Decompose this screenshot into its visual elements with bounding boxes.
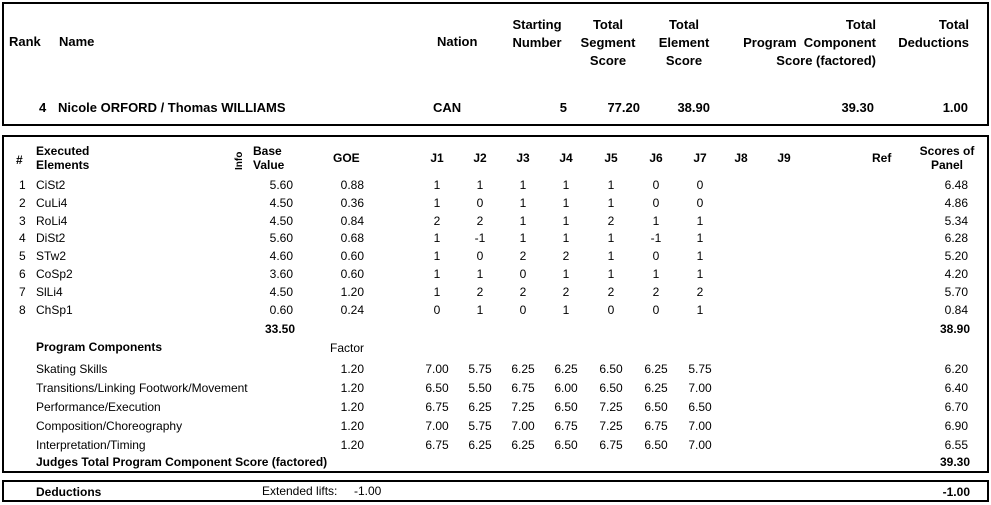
element-number: 7: [19, 284, 26, 299]
component-factor: 1.20: [340, 381, 364, 395]
component-panel-score: 6.90: [944, 419, 968, 433]
element-judge-score: 1: [519, 195, 527, 210]
component-judge-score: 5.50: [468, 381, 492, 395]
element-judge-score: 1: [607, 249, 615, 264]
component-judge-score: 6.75: [511, 381, 535, 395]
element-judge-score: 0: [607, 302, 615, 317]
elements-panel-total: 38.90: [939, 322, 970, 336]
pcs-total-value: 39.30: [939, 455, 970, 469]
element-judge-score: 1: [519, 231, 527, 246]
element-code: CoSp2: [36, 267, 73, 281]
deductions-header-line1: Total: [938, 17, 969, 32]
element-judge-score: 1: [696, 231, 704, 246]
element-panel-score: 5.34: [944, 213, 968, 228]
element-judge-score: 0: [652, 302, 660, 317]
element-judge-score: 1: [696, 249, 704, 264]
component-judge-score: 6.25: [468, 400, 492, 414]
executed-header-line2: Elements: [36, 158, 90, 172]
pcs-header-line1: Total: [845, 17, 876, 32]
element-judge-score: 1: [519, 178, 527, 192]
component-factor: 1.20: [340, 419, 364, 433]
element-judge-score: 2: [519, 284, 527, 299]
component-name: Performance/Execution: [36, 400, 161, 414]
component-judge-score: 6.50: [425, 381, 449, 395]
skater-element-score: 38.90: [677, 100, 710, 115]
component-judge-score: 6.00: [554, 381, 578, 395]
element-base-value: 4.50: [269, 284, 293, 299]
panel-header-line2: Panel: [930, 158, 963, 172]
element-judge-score: 1: [562, 195, 570, 210]
skater-rank: 4: [39, 100, 47, 115]
segment-score-header-line2: Segment: [580, 35, 636, 50]
component-judge-score: 5.75: [468, 419, 492, 433]
nation-header: Nation: [437, 34, 478, 49]
component-judge-score: 7.25: [599, 400, 623, 414]
element-code: CiSt2: [36, 178, 66, 192]
element-judge-score: 1: [607, 231, 615, 246]
component-judge-score: 6.75: [644, 419, 668, 433]
judge-header-9: J9: [777, 151, 791, 165]
elements-base-total: 33.50: [264, 322, 295, 336]
component-panel-score: 6.40: [944, 381, 968, 395]
element-panel-score: 5.70: [944, 284, 968, 299]
element-goe: 0.60: [340, 267, 364, 281]
component-judge-score: 7.00: [688, 438, 712, 452]
executed-elements-header: [36, 144, 89, 172]
deductions-panel: [2, 480, 989, 502]
element-panel-score: 6.48: [944, 178, 968, 192]
element-judge-score: 2: [562, 284, 570, 299]
element-base-value: 3.60: [269, 267, 293, 281]
component-panel-score: 6.70: [944, 400, 968, 414]
element-panel-score: 0.84: [944, 302, 968, 317]
judge-header-8: J8: [734, 151, 748, 165]
segment-score-header-line3: Score: [589, 53, 627, 68]
component-name: Composition/Choreography: [36, 419, 183, 433]
element-number: 5: [19, 249, 26, 264]
panel-header-line1: Scores of: [919, 144, 975, 158]
element-goe: 0.24: [340, 302, 364, 317]
element-judge-score: 1: [607, 195, 615, 210]
pcs-total-label: Judges Total Program Component Score (factored): [36, 455, 328, 469]
element-number: 2: [19, 195, 26, 210]
element-judge-score: 1: [562, 213, 570, 228]
component-judge-score: 6.25: [511, 362, 535, 376]
element-judge-score: 1: [476, 178, 484, 192]
element-panel-score: 6.28: [944, 231, 968, 246]
element-base-value: 4.50: [269, 195, 293, 210]
element-judge-score: 1: [433, 249, 441, 264]
starting-number-header: [505, 16, 569, 52]
rank-header: Rank: [9, 34, 41, 49]
panel-header: [912, 144, 982, 172]
element-judge-score: 0: [652, 178, 660, 192]
component-judge-score: 6.25: [644, 381, 668, 395]
element-judge-score: 0: [476, 195, 484, 210]
element-goe: 1.20: [340, 284, 364, 299]
judge-header-6: J6: [649, 151, 663, 165]
info-header: Info: [234, 151, 245, 170]
component-judge-score: 7.00: [688, 419, 712, 433]
ref-header: Ref: [872, 151, 892, 165]
element-judge-score: 2: [607, 213, 615, 228]
component-judge-score: 5.75: [468, 362, 492, 376]
element-judge-score: 1: [476, 302, 484, 317]
component-name: Interpretation/Timing: [36, 438, 146, 452]
component-judge-score: 7.00: [511, 419, 535, 433]
element-judge-score: 1: [476, 267, 484, 281]
component-judge-score: 7.00: [425, 419, 449, 433]
element-judge-score: 1: [696, 267, 704, 281]
component-judge-score: 7.00: [688, 381, 712, 395]
component-judge-score: 6.25: [644, 362, 668, 376]
extended-lifts-value: -1.00: [354, 484, 382, 498]
element-judge-score: -1: [474, 231, 486, 246]
pcs-header-line3: Score (factored): [776, 53, 876, 68]
element-goe: 0.60: [340, 249, 364, 264]
base-header-line1: Base: [253, 144, 282, 158]
element-score-header: [652, 16, 716, 70]
element-score-header-line3: Score: [665, 53, 703, 68]
skater-name: Nicole ORFORD / Thomas WILLIAMS: [58, 100, 286, 115]
element-judge-score: 0: [652, 249, 660, 264]
component-name: Skating Skills: [36, 362, 108, 376]
segment-score-header-line1: Total: [592, 17, 624, 32]
element-number: 4: [19, 231, 26, 246]
element-score-header-line1: Total: [668, 17, 700, 32]
factor-header: Factor: [330, 341, 365, 355]
judge-header-7: J7: [693, 151, 707, 165]
segment-score-header: [576, 16, 640, 70]
executed-header-line1: Executed: [36, 144, 90, 158]
component-factor: 1.20: [340, 362, 364, 376]
element-base-value: 5.60: [269, 178, 293, 192]
element-goe: 0.84: [340, 213, 364, 228]
skater-nation: CAN: [433, 100, 462, 115]
component-judge-score: 6.50: [599, 362, 623, 376]
element-judge-score: 0: [476, 249, 484, 264]
component-judge-score: 6.50: [599, 381, 623, 395]
judge-header-2: J2: [473, 151, 487, 165]
element-goe: 0.68: [340, 231, 364, 246]
component-panel-score: 6.55: [944, 438, 968, 452]
judge-header-5: J5: [604, 151, 618, 165]
pcs-header-line2: Program Component: [743, 35, 876, 50]
element-judge-score: 1: [696, 302, 704, 317]
element-judge-score: 1: [562, 231, 570, 246]
element-judge-score: 1: [607, 267, 615, 281]
component-judge-score: 7.25: [599, 419, 623, 433]
element-base-value: 4.50: [269, 213, 293, 228]
element-panel-score: 4.86: [944, 195, 968, 210]
element-judge-score: 1: [652, 213, 660, 228]
element-judge-score: 0: [519, 302, 527, 317]
element-judge-score: 1: [433, 267, 441, 281]
element-judge-score: 1: [433, 231, 441, 246]
element-judge-score: 2: [562, 249, 570, 264]
element-judge-score: 1: [519, 213, 527, 228]
element-judge-score: 0: [696, 178, 704, 192]
component-judge-score: 5.75: [688, 362, 712, 376]
element-judge-score: 2: [476, 284, 484, 299]
element-judge-score: 1: [562, 178, 570, 192]
element-judge-score: 1: [433, 178, 441, 192]
skater-pcs: 39.30: [841, 100, 874, 115]
component-panel-score: 6.20: [944, 362, 968, 376]
component-judge-score: 6.25: [511, 438, 535, 452]
element-judge-score: -1: [650, 231, 662, 246]
element-number: 8: [19, 302, 26, 317]
element-code: SlLi4: [36, 284, 63, 299]
element-base-value: 5.60: [269, 231, 293, 246]
element-code: RoLi4: [36, 213, 68, 228]
element-judge-score: 2: [652, 284, 660, 299]
component-judge-score: 7.00: [425, 362, 449, 376]
judge-header-1: J1: [430, 151, 444, 165]
pcs-header: [720, 16, 876, 70]
skater-segment-score: 77.20: [607, 100, 640, 115]
element-judge-score: 1: [696, 213, 704, 228]
component-judge-score: 6.25: [554, 362, 578, 376]
element-base-value: 4.60: [269, 249, 293, 264]
element-panel-score: 5.20: [944, 249, 968, 264]
element-judge-score: 1: [562, 267, 570, 281]
goe-header: GOE: [333, 151, 360, 165]
component-judge-score: 6.50: [554, 400, 578, 414]
element-judge-score: 0: [433, 302, 441, 317]
element-code: CuLi4: [36, 195, 68, 210]
starting-number-header-line2: Number: [512, 35, 562, 50]
deductions-header: [880, 16, 969, 52]
component-judge-score: 6.50: [644, 400, 668, 414]
name-header: Name: [59, 34, 95, 49]
element-judge-score: 0: [696, 195, 704, 210]
component-judge-score: 6.75: [554, 419, 578, 433]
component-judge-score: 6.25: [468, 438, 492, 452]
deductions-label: Deductions: [36, 485, 102, 499]
element-code: ChSp1: [36, 302, 73, 317]
element-goe: 0.36: [340, 195, 364, 210]
element-number: 3: [19, 213, 26, 228]
skater-deductions: 1.00: [942, 100, 968, 115]
judge-header-3: J3: [516, 151, 530, 165]
element-judge-score: 2: [696, 284, 704, 299]
component-judge-score: 6.50: [688, 400, 712, 414]
component-name: Transitions/Linking Footwork/Movement: [36, 381, 248, 395]
element-judge-score: 1: [652, 267, 660, 281]
component-judge-score: 6.75: [425, 400, 449, 414]
skater-starting-number: 5: [559, 100, 567, 115]
element-panel-score: 4.20: [944, 267, 968, 281]
deductions-total: -1.00: [942, 485, 970, 499]
element-score-header-line2: Element: [658, 35, 710, 50]
component-judge-score: 6.75: [425, 438, 449, 452]
base-header-line2: Value: [253, 158, 285, 172]
element-judge-score: 1: [433, 195, 441, 210]
component-judge-score: 6.50: [644, 438, 668, 452]
element-judge-score: 2: [476, 213, 484, 228]
deductions-header-line2: Deductions: [898, 35, 969, 50]
program-components-title: Program Components: [36, 340, 163, 354]
component-factor: 1.20: [340, 400, 364, 414]
element-code: STw2: [36, 249, 67, 264]
element-judge-score: 1: [433, 284, 441, 299]
extended-lifts-label: Extended lifts:: [262, 484, 338, 498]
element-judge-score: 2: [433, 213, 441, 228]
starting-number-header-line1: Starting: [512, 17, 562, 32]
judge-header-4: J4: [559, 151, 573, 165]
element-goe: 0.88: [340, 178, 364, 192]
element-judge-score: 0: [652, 195, 660, 210]
element-judge-score: 1: [562, 302, 570, 317]
num-header: #: [16, 153, 23, 167]
element-number: 1: [19, 178, 26, 192]
element-judge-score: 0: [519, 267, 527, 281]
element-judge-score: 1: [607, 178, 615, 192]
component-judge-score: 6.75: [599, 438, 623, 452]
element-base-value: 0.60: [269, 302, 293, 317]
element-number: 6: [19, 267, 26, 281]
component-judge-score: 6.50: [554, 438, 578, 452]
element-judge-score: 2: [519, 249, 527, 264]
element-judge-score: 2: [607, 284, 615, 299]
component-judge-score: 7.25: [511, 400, 535, 414]
element-code: DiSt2: [36, 231, 66, 246]
base-value-header: [253, 144, 284, 172]
component-factor: 1.20: [340, 438, 364, 452]
